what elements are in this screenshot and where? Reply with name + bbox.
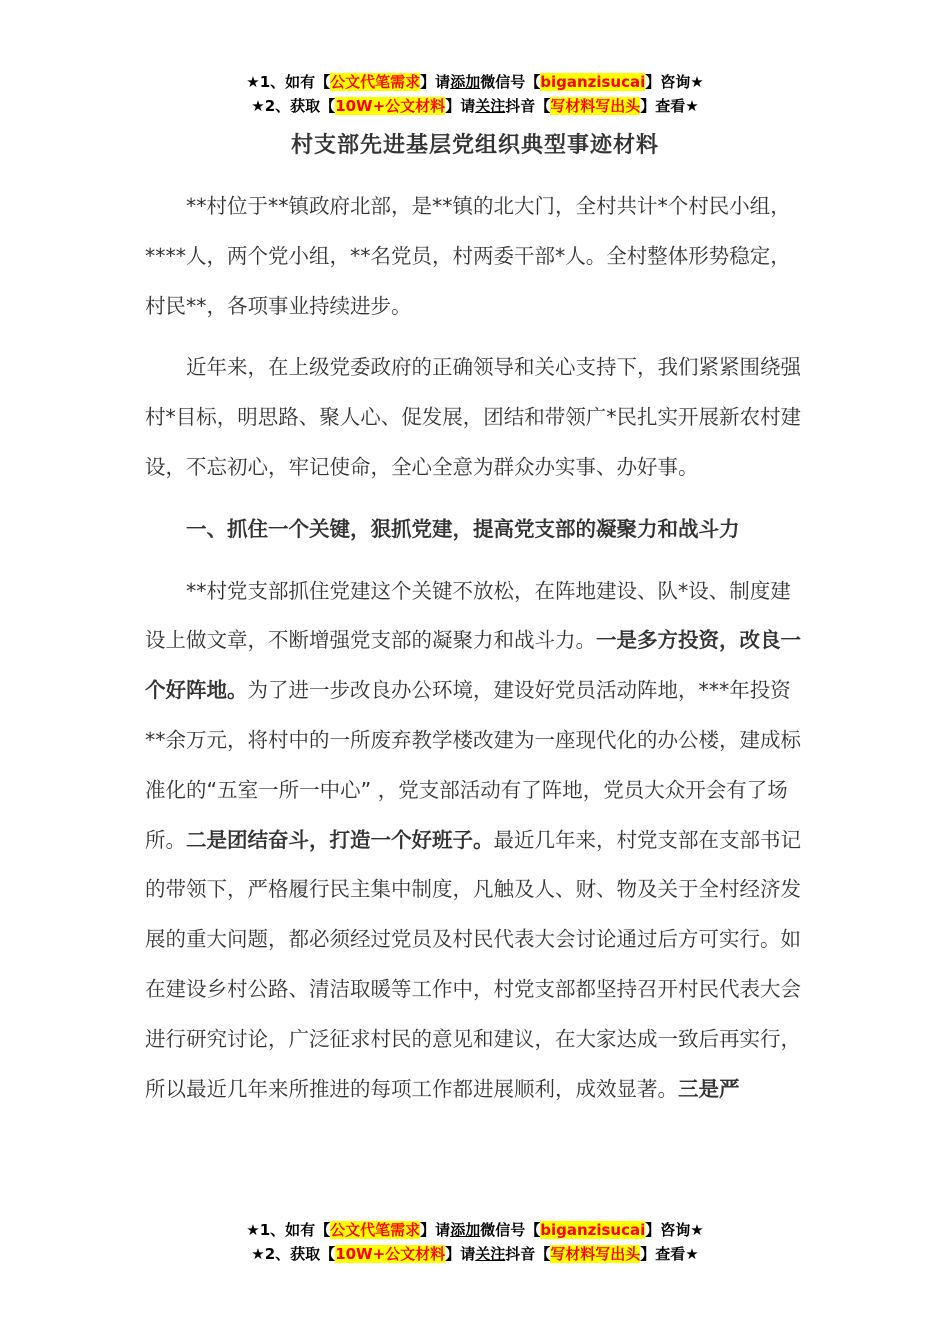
bold-point-3: 三是严 bbox=[678, 1076, 740, 1101]
banner-line-2 bbox=[0, 1242, 950, 1266]
paragraph-text: 最近几年来，村党支部在支部书记的带领下，严格履行民主集中制度，凡触及人、财、物及关于全村经济发展的重大问题，都必须经过党员及村民代表大会讨论通过后方可实行。如在建设乡村公路、清洁取暖等工作中，村党支部都坚持召开村民代表大会进行研究讨论，广泛征求村民的意见和建议，在大家达成一致后再实行，所以最近几年来所推进的每项工作都进展顺利，成效显著。 bbox=[145, 827, 801, 1101]
banner-highlight: 公文代笔需求 bbox=[330, 73, 421, 91]
document-title: 村支部先进基层党组织典型事迹材料 bbox=[290, 133, 659, 158]
banner-underline: 关注 bbox=[475, 1245, 506, 1263]
paragraph-background: 近年来，在上级党委政府的正确领导和关心支持下，我们紧紧围绕强村*目标，明思路、聚人心、促发展，团结和带领广*民扎实开展新农村建设，不忘初心，牢记使命，全心全意为群众办实事、办好事。 bbox=[145, 355, 801, 479]
banner-text: 抖音【 bbox=[505, 97, 551, 115]
banner-highlight: 10W+公文材料 bbox=[335, 97, 446, 115]
bold-point-2: 二是团结奋斗，打造一个好班子。 bbox=[186, 827, 494, 852]
banner-text: 】请 bbox=[420, 73, 451, 91]
banner-text: 】咨询★ bbox=[645, 1221, 704, 1239]
paragraph-section-1 bbox=[145, 567, 805, 1115]
banner-underline: 添加 bbox=[450, 73, 481, 91]
banner-highlight: biganzisucai bbox=[540, 1221, 646, 1239]
banner-text: 】查看★ bbox=[640, 1245, 699, 1263]
banner-highlight: biganzisucai bbox=[540, 73, 646, 91]
banner-line-1 bbox=[0, 70, 950, 94]
banner-highlight: 写材料写出头 bbox=[550, 97, 641, 115]
banner-text: 微信号【 bbox=[480, 73, 541, 91]
section-heading-1: 一、抓住一个关键，狠抓党建，提高党支部的凝聚力和战斗力 bbox=[186, 516, 740, 541]
banner-text: ★2、获取【 bbox=[251, 1245, 336, 1263]
banner-text: 】咨询★ bbox=[645, 73, 704, 91]
banner-text: 】请 bbox=[445, 1245, 476, 1263]
paragraph-text: **村党支部抓住党建这个关键不放松，在阵地建设、队*设、制度建设上做文章，不断增强党支部的凝聚力和战斗力。 bbox=[145, 578, 791, 653]
footer-banner bbox=[0, 1218, 950, 1266]
banner-text: 】请 bbox=[445, 97, 476, 115]
banner-line-1 bbox=[0, 1218, 950, 1242]
banner-text: ★2、获取【 bbox=[251, 97, 336, 115]
banner-text: 微信号【 bbox=[480, 1221, 541, 1239]
banner-highlight: 公文代笔需求 bbox=[330, 1221, 421, 1239]
banner-text: 抖音【 bbox=[505, 1245, 551, 1263]
bold-point-1: 一是多方投资，改良一个好阵地。 bbox=[145, 628, 801, 703]
paragraph-intro: **村位于**镇政府北部，是**镇的北大门，全村共计*个村民小组，****人，两个党小组，**名党员，村两委干部*人。全村整体形势稳定，村民**，各项事业持续进步。 bbox=[145, 194, 791, 318]
banner-text: 】查看★ bbox=[640, 97, 699, 115]
document-body bbox=[145, 182, 805, 1114]
banner-line-2 bbox=[0, 94, 950, 118]
banner-text: ★1、如有【 bbox=[246, 73, 331, 91]
banner-text: ★1、如有【 bbox=[246, 1221, 331, 1239]
banner-highlight: 10W+公文材料 bbox=[335, 1245, 446, 1263]
banner-text: 】请 bbox=[420, 1221, 451, 1239]
paragraph-text: 为了进一步改良办公环境，建设好党员活动阵地，***年投资**余万元，将村中的一所废弃教学楼改建为一座现代化的办公楼，建成标准化的“五室一所一中心” ，党支部活动有了阵地，党员大众开会有了场所。 bbox=[145, 678, 801, 852]
banner-underline: 关注 bbox=[475, 97, 506, 115]
banner-highlight: 写材料写出头 bbox=[550, 1245, 641, 1263]
banner-underline: 添加 bbox=[450, 1221, 481, 1239]
header-banner bbox=[0, 70, 950, 118]
